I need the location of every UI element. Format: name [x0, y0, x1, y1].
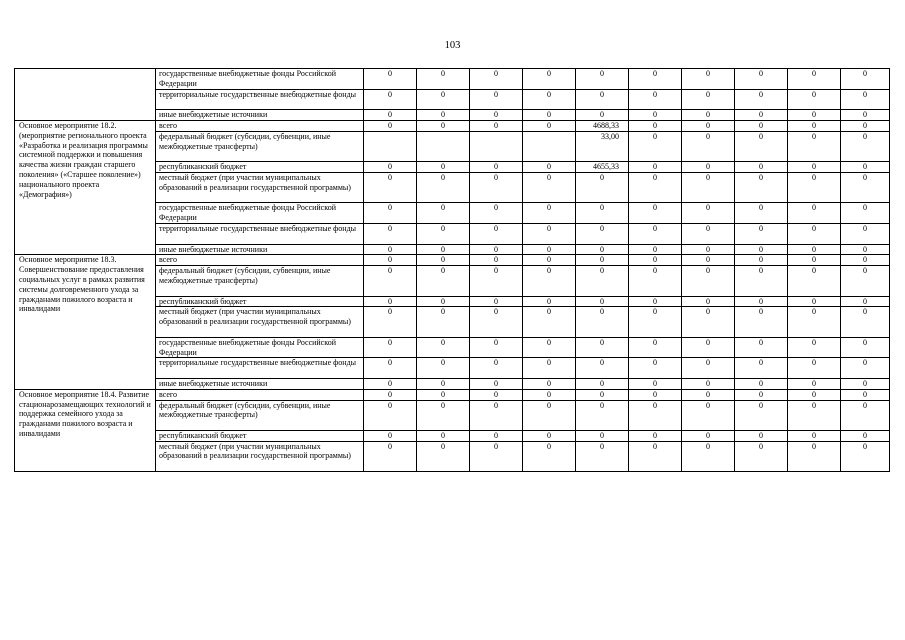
value-cell: 0 — [788, 89, 841, 110]
value-cell: 0 — [788, 172, 841, 202]
value-cell: 0 — [417, 223, 470, 244]
funding-source-cell: территориальные государственные внебюджетные фонды — [156, 89, 364, 110]
value-cell: 0 — [523, 120, 576, 131]
value-cell: 0 — [576, 358, 629, 379]
value-cell: 0 — [576, 400, 629, 430]
value-cell: 0 — [364, 430, 417, 441]
value-cell: 0 — [841, 255, 890, 266]
value-cell: 0 — [682, 255, 735, 266]
value-cell: 0 — [576, 89, 629, 110]
value-cell: 0 — [629, 358, 682, 379]
value-cell: 0 — [576, 244, 629, 255]
value-cell: 0 — [470, 441, 523, 471]
value-cell: 0 — [470, 223, 523, 244]
value-cell: 0 — [841, 203, 890, 224]
funding-source-cell: территориальные государственные внебюджетные фонды — [156, 358, 364, 379]
value-cell: 0 — [523, 389, 576, 400]
value-cell: 0 — [417, 400, 470, 430]
value-cell: 0 — [788, 255, 841, 266]
value-cell: 0 — [364, 162, 417, 173]
action-name-cell: Основное мероприятие 18.3. Совершенствование предоставления социальных услуг в рамках развития системы долговременного ухода за гражданами пожилого возраста и инвалидами — [15, 255, 156, 389]
funding-source-cell: всего — [156, 389, 364, 400]
value-cell: 0 — [576, 378, 629, 389]
value-cell: 0 — [417, 244, 470, 255]
value-cell: 0 — [788, 69, 841, 90]
value-cell: 0 — [629, 89, 682, 110]
action-name-cell: Основное мероприятие 18.2. (мероприятие регионального проекта «Разработка и реализация программы системной поддержки и повышения качества жизни граждан старшего поколения» («Старшее поколение») национального проекта «Демография») — [15, 120, 156, 254]
value-cell: 0 — [682, 296, 735, 307]
funding-source-cell: государственные внебюджетные фонды Российской Федерации — [156, 69, 364, 90]
value-cell: 0 — [629, 430, 682, 441]
value-cell: 0 — [629, 400, 682, 430]
value-cell: 0 — [470, 296, 523, 307]
value-cell: 0 — [470, 307, 523, 337]
value-cell: 0 — [841, 430, 890, 441]
value-cell: 0 — [523, 430, 576, 441]
value-cell: 0 — [682, 441, 735, 471]
value-cell: 0 — [788, 296, 841, 307]
value-cell: 0 — [788, 120, 841, 131]
value-cell: 0 — [841, 162, 890, 173]
value-cell: 0 — [735, 203, 788, 224]
table-body — [15, 69, 890, 472]
value-cell: 0 — [417, 337, 470, 358]
value-cell: 0 — [682, 69, 735, 90]
value-cell: 0 — [735, 244, 788, 255]
value-cell: 0 — [576, 69, 629, 90]
value-cell: 0 — [523, 110, 576, 121]
value-cell: 0 — [364, 255, 417, 266]
value-cell: 0 — [841, 69, 890, 90]
value-cell: 0 — [735, 378, 788, 389]
value-cell: 0 — [629, 378, 682, 389]
value-cell: 0 — [682, 400, 735, 430]
value-cell: 0 — [735, 162, 788, 173]
table-row — [15, 69, 890, 90]
value-cell: 0 — [682, 378, 735, 389]
value-cell: 0 — [788, 430, 841, 441]
value-cell: 0 — [735, 358, 788, 379]
value-cell: 0 — [470, 172, 523, 202]
value-cell: 0 — [470, 337, 523, 358]
value-cell: 0 — [735, 307, 788, 337]
value-cell: 0 — [682, 244, 735, 255]
value-cell: 0 — [629, 337, 682, 358]
value-cell: 0 — [576, 223, 629, 244]
value-cell: 0 — [682, 120, 735, 131]
value-cell: 0 — [364, 110, 417, 121]
value-cell: 0 — [682, 307, 735, 337]
value-cell: 0 — [523, 223, 576, 244]
page-number: 103 — [444, 40, 461, 51]
value-cell: 0 — [735, 337, 788, 358]
funding-source-cell: федеральный бюджет (субсидии, субвенции, иные межбюджетные трансферты) — [156, 131, 364, 161]
value-cell: 0 — [841, 358, 890, 379]
value-cell: 0 — [417, 441, 470, 471]
value-cell: 0 — [682, 223, 735, 244]
value-cell: 0 — [788, 244, 841, 255]
value-cell: 0 — [841, 110, 890, 121]
value-cell: 0 — [629, 69, 682, 90]
value-cell: 0 — [470, 120, 523, 131]
value-cell: 0 — [576, 337, 629, 358]
value-cell: 0 — [841, 223, 890, 244]
value-cell: 0 — [682, 162, 735, 173]
value-cell: 0 — [841, 89, 890, 110]
value-cell: 0 — [682, 389, 735, 400]
value-cell: 0 — [735, 131, 788, 161]
value-cell: 0 — [417, 120, 470, 131]
value-cell: 0 — [788, 223, 841, 244]
value-cell: 0 — [470, 89, 523, 110]
value-cell: 0 — [523, 89, 576, 110]
action-name-cell — [15, 69, 156, 121]
value-cell: 0 — [788, 203, 841, 224]
funding-source-cell: территориальные государственные внебюджетные фонды — [156, 223, 364, 244]
value-cell: 0 — [629, 223, 682, 244]
value-cell: 0 — [364, 120, 417, 131]
value-cell: 0 — [470, 430, 523, 441]
funding-source-cell: иные внебюджетные источники — [156, 378, 364, 389]
value-cell: 0 — [364, 378, 417, 389]
value-cell: 0 — [576, 110, 629, 121]
value-cell: 0 — [735, 172, 788, 202]
table-row — [15, 389, 890, 400]
value-cell: 0 — [364, 307, 417, 337]
value-cell: 0 — [417, 266, 470, 296]
value-cell: 0 — [735, 430, 788, 441]
value-cell — [470, 131, 523, 161]
value-cell: 0 — [417, 307, 470, 337]
value-cell: 0 — [417, 389, 470, 400]
value-cell: 0 — [788, 358, 841, 379]
value-cell: 0 — [841, 389, 890, 400]
value-cell: 0 — [788, 378, 841, 389]
value-cell: 0 — [788, 389, 841, 400]
value-cell: 0 — [523, 358, 576, 379]
value-cell: 0 — [629, 255, 682, 266]
value-cell: 0 — [629, 296, 682, 307]
value-cell: 0 — [470, 162, 523, 173]
value-cell: 0 — [682, 172, 735, 202]
value-cell: 0 — [470, 110, 523, 121]
value-cell: 0 — [682, 89, 735, 110]
funding-source-cell: республиканский бюджет — [156, 430, 364, 441]
value-cell: 0 — [841, 172, 890, 202]
value-cell: 0 — [470, 244, 523, 255]
value-cell: 0 — [841, 131, 890, 161]
value-cell: 0 — [523, 203, 576, 224]
value-cell: 0 — [788, 307, 841, 337]
value-cell: 0 — [576, 389, 629, 400]
value-cell: 0 — [523, 172, 576, 202]
value-cell: 0 — [682, 131, 735, 161]
value-cell: 0 — [629, 266, 682, 296]
funding-source-cell: всего — [156, 255, 364, 266]
value-cell: 0 — [364, 296, 417, 307]
value-cell: 0 — [523, 441, 576, 471]
value-cell: 0 — [470, 389, 523, 400]
value-cell: 0 — [841, 378, 890, 389]
value-cell: 0 — [417, 430, 470, 441]
value-cell: 0 — [364, 223, 417, 244]
value-cell: 0 — [682, 203, 735, 224]
value-cell: 0 — [682, 430, 735, 441]
value-cell: 0 — [576, 441, 629, 471]
value-cell: 0 — [364, 441, 417, 471]
value-cell: 0 — [364, 172, 417, 202]
value-cell: 0 — [629, 389, 682, 400]
value-cell: 0 — [417, 89, 470, 110]
value-cell: 0 — [576, 266, 629, 296]
value-cell: 0 — [629, 131, 682, 161]
value-cell: 0 — [364, 203, 417, 224]
value-cell — [364, 131, 417, 161]
value-cell: 0 — [417, 172, 470, 202]
value-cell: 0 — [841, 120, 890, 131]
value-cell: 0 — [523, 400, 576, 430]
value-cell — [523, 131, 576, 161]
value-cell: 0 — [470, 266, 523, 296]
value-cell: 0 — [735, 266, 788, 296]
value-cell — [417, 131, 470, 161]
funding-source-cell: федеральный бюджет (субсидии, субвенции, иные межбюджетные трансферты) — [156, 400, 364, 430]
value-cell: 0 — [576, 203, 629, 224]
value-cell: 0 — [364, 266, 417, 296]
value-cell: 0 — [523, 266, 576, 296]
funding-table — [14, 68, 890, 472]
value-cell: 0 — [735, 110, 788, 121]
value-cell: 0 — [629, 110, 682, 121]
value-cell: 0 — [629, 172, 682, 202]
value-cell: 0 — [841, 296, 890, 307]
value-cell: 0 — [788, 110, 841, 121]
value-cell: 0 — [735, 120, 788, 131]
value-cell: 0 — [788, 441, 841, 471]
value-cell: 0 — [364, 358, 417, 379]
value-cell: 0 — [417, 255, 470, 266]
value-cell: 0 — [523, 162, 576, 173]
value-cell: 0 — [735, 89, 788, 110]
value-cell: 0 — [417, 162, 470, 173]
value-cell: 0 — [788, 400, 841, 430]
value-cell: 0 — [417, 358, 470, 379]
value-cell: 0 — [841, 400, 890, 430]
value-cell: 0 — [629, 162, 682, 173]
value-cell: 0 — [629, 307, 682, 337]
value-cell: 0 — [523, 244, 576, 255]
funding-source-cell: иные внебюджетные источники — [156, 110, 364, 121]
value-cell: 0 — [735, 296, 788, 307]
value-cell: 0 — [470, 358, 523, 379]
value-cell: 0 — [417, 69, 470, 90]
value-cell: 0 — [470, 400, 523, 430]
value-cell: 0 — [629, 244, 682, 255]
value-cell: 0 — [735, 441, 788, 471]
table-row — [15, 255, 890, 266]
value-cell: 0 — [470, 69, 523, 90]
value-cell: 0 — [364, 337, 417, 358]
value-cell: 0 — [841, 244, 890, 255]
value-cell: 0 — [682, 358, 735, 379]
value-cell: 4655,33 — [576, 162, 629, 173]
value-cell: 0 — [470, 378, 523, 389]
value-cell: 0 — [682, 266, 735, 296]
value-cell: 0 — [841, 441, 890, 471]
funding-source-cell: республиканский бюджет — [156, 162, 364, 173]
value-cell: 0 — [523, 307, 576, 337]
value-cell: 0 — [364, 389, 417, 400]
value-cell: 0 — [629, 120, 682, 131]
value-cell: 0 — [523, 337, 576, 358]
value-cell: 0 — [523, 296, 576, 307]
value-cell: 4688,33 — [576, 120, 629, 131]
value-cell: 0 — [682, 110, 735, 121]
value-cell: 0 — [682, 337, 735, 358]
value-cell: 0 — [576, 430, 629, 441]
value-cell: 0 — [417, 203, 470, 224]
value-cell: 0 — [629, 441, 682, 471]
value-cell: 0 — [470, 203, 523, 224]
value-cell: 0 — [417, 378, 470, 389]
action-name-cell: Основное мероприятие 18.4. Развитие стационарозамещающих технологий и поддержка семейного ухода за гражданами пожилого возраста и инвалидами — [15, 389, 156, 471]
value-cell: 0 — [841, 266, 890, 296]
funding-source-cell: иные внебюджетные источники — [156, 244, 364, 255]
value-cell: 0 — [576, 307, 629, 337]
value-cell: 0 — [364, 244, 417, 255]
value-cell: 0 — [364, 69, 417, 90]
funding-source-cell: всего — [156, 120, 364, 131]
value-cell: 0 — [735, 400, 788, 430]
value-cell: 33,00 — [576, 131, 629, 161]
value-cell: 0 — [576, 172, 629, 202]
value-cell: 0 — [417, 110, 470, 121]
funding-source-cell: республиканский бюджет — [156, 296, 364, 307]
value-cell: 0 — [735, 389, 788, 400]
value-cell: 0 — [735, 255, 788, 266]
value-cell: 0 — [364, 400, 417, 430]
value-cell: 0 — [417, 296, 470, 307]
value-cell: 0 — [470, 255, 523, 266]
value-cell: 0 — [735, 69, 788, 90]
value-cell: 0 — [523, 378, 576, 389]
funding-source-cell: государственные внебюджетные фонды Российской Федерации — [156, 203, 364, 224]
funding-source-cell: федеральный бюджет (субсидии, субвенции, иные межбюджетные трансферты) — [156, 266, 364, 296]
table-row — [15, 120, 890, 131]
value-cell: 0 — [841, 337, 890, 358]
value-cell: 0 — [735, 223, 788, 244]
value-cell: 0 — [841, 307, 890, 337]
value-cell: 0 — [364, 89, 417, 110]
funding-source-cell: государственные внебюджетные фонды Российской Федерации — [156, 337, 364, 358]
value-cell: 0 — [788, 162, 841, 173]
value-cell: 0 — [788, 266, 841, 296]
value-cell: 0 — [629, 203, 682, 224]
value-cell: 0 — [523, 255, 576, 266]
value-cell: 0 — [788, 131, 841, 161]
value-cell: 0 — [576, 296, 629, 307]
value-cell: 0 — [576, 255, 629, 266]
funding-source-cell: местный бюджет (при участии муниципальных образований в реализации государственной программы) — [156, 172, 364, 202]
funding-source-cell: местный бюджет (при участии муниципальных образований в реализации государственной программы) — [156, 307, 364, 337]
value-cell: 0 — [788, 337, 841, 358]
value-cell: 0 — [523, 69, 576, 90]
funding-source-cell: местный бюджет (при участии муниципальных образований в реализации государственной программы) — [156, 441, 364, 471]
